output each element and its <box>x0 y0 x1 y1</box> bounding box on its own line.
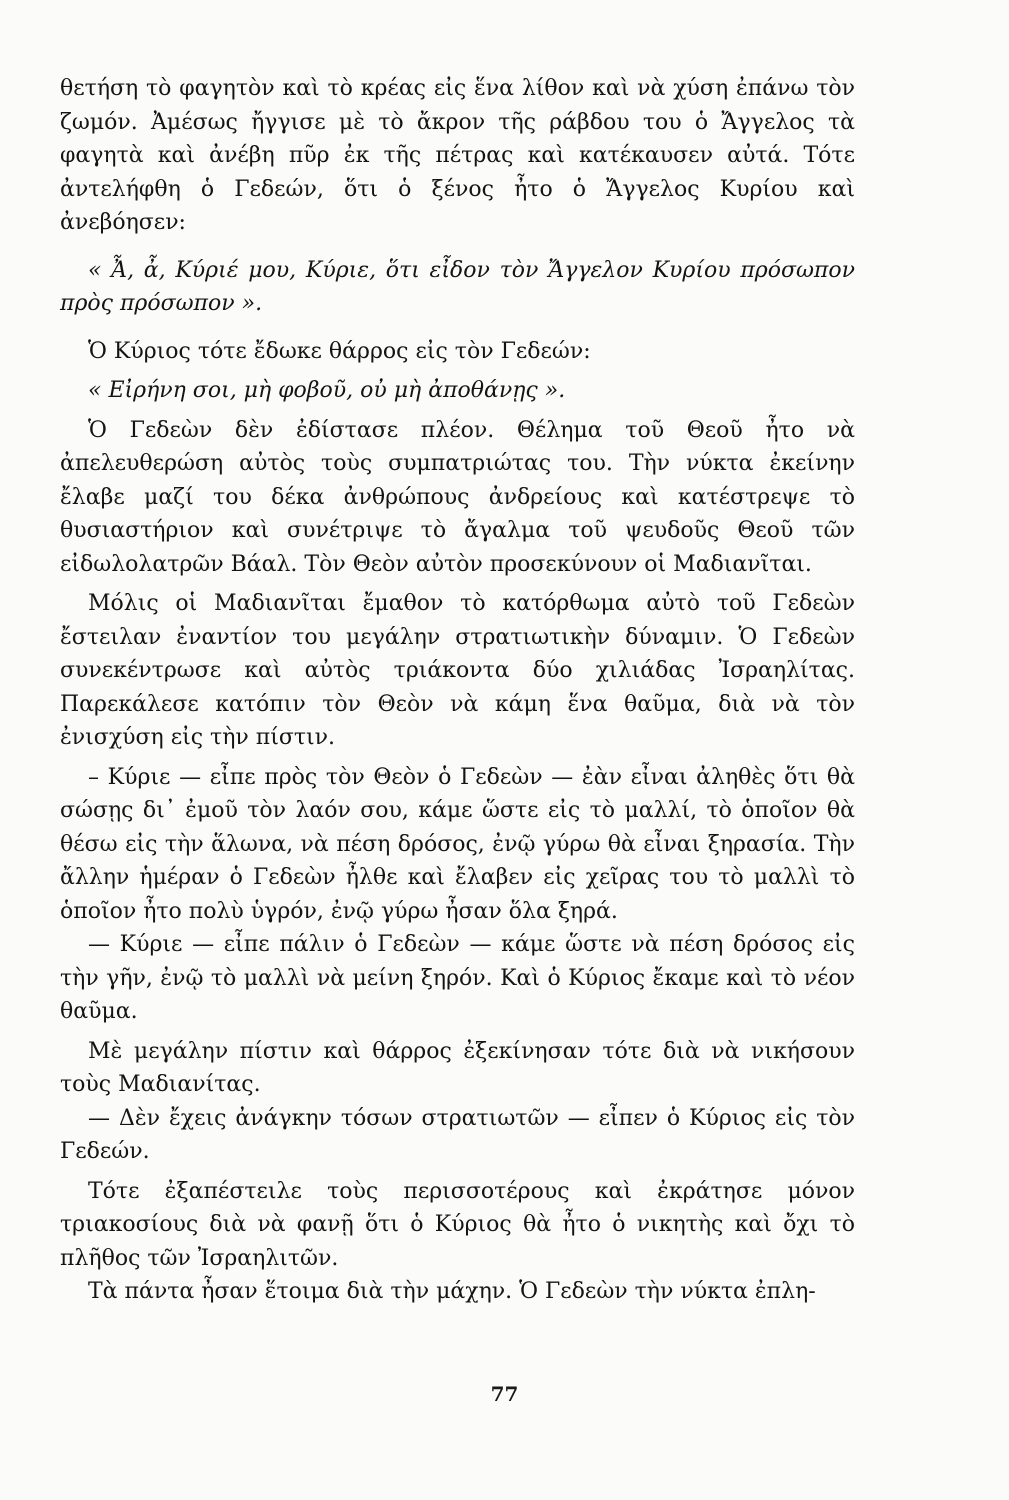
paragraph-5: – Κύριε — εἶπε πρὸς τὸν Θεὸν ὁ Γεδεὼν — ἐὰν εἶναι ἀληθὲς ὅτι θὰ σώσῃς δι᾽ ἐμοῦ τὸν λαόν σου, κάμε ὥστε εἰς τὸ μαλλί, τὸ ὁποῖον θὰ θέσω εἰς τὴν ἅλωνα, νὰ πέση δρόσος, ἐνῷ γύρω θὰ εἶναι ξηρασία. Τὴν ἄλλην ἡμέραν ὁ Γεδεὼν ἦλθε καὶ ἔλαβεν εἰς χεῖρας του τὸ μαλλὶ τὸ ὁποῖον ἦτο πολὺ ὑγρόν, ἐνῷ γύρω ἦσαν ὅλα ξηρά. <box>60 764 855 924</box>
quote-1: « Ἆ, ἆ, Κύριέ μου, Κύριε, ὅτι εἶδον τὸν Ἄγγελον Κυρίου πρόσωπον πρὸς πρόσωπον ». <box>60 257 855 316</box>
paragraph-8: — Δὲν ἔχεις ἀνάγκην τόσων στρατιωτῶν — εἶπεν ὁ Κύριος εἰς τὸν Γεδεών. <box>60 1105 855 1164</box>
paragraph-7: Μὲ μεγάλην πίστιν καὶ θάρρος ἐξεκίνησαν τότε διὰ νὰ νικήσουν τοὺς Μαδιανίτας. <box>60 1038 855 1097</box>
paragraph-10: Τὰ πάντα ἦσαν ἕτοιμα διὰ τὴν μάχην. Ὁ Γεδεὼν τὴν νύκτα ἐπλη- <box>88 1279 816 1304</box>
paragraph-4: Μόλις οἱ Μαδιανῖται ἔμαθον τὸ κατόρθωμα αὐτὸ τοῦ Γεδεὼν ἔστειλαν ἐναντίον του μεγάλην στρατιωτικὴν δύναμιν. Ὁ Γεδεὼν συνεκέντρωσε καὶ αὐτὸς τριάκοντα δύο χιλιάδας Ἰσραηλίτας. Παρεκάλεσε κατόπιν τὸν Θεὸν νὰ κάμη ἕνα θαῦμα, διὰ νὰ τὸν ἐνισχύση εἰς τὴν πίστιν. <box>60 591 855 750</box>
page-number: 77 <box>490 1382 519 1406</box>
paragraph-2: Ὁ Κύριος τότε ἔδωκε θάρρος εἰς τὸν Γεδεών: <box>88 338 591 364</box>
paragraph-9: Τότε ἐξαπέστειλε τοὺς περισσοτέρους καὶ ἐκράτησε μόνον τριακοσίους διὰ νὰ φανῇ ὅτι ὁ Κύριος θὰ ἦτο ὁ νικητὴς καὶ ὄχι τὸ πλῆθος τῶν Ἰσραηλιτῶν. <box>60 1178 855 1271</box>
body-text <box>60 72 855 1309</box>
quote-2: « Εἰρήνη σοι, μὴ φοβοῦ, οὐ μὴ ἀποθάνῃς ». <box>88 378 566 403</box>
paragraph-3: Ὁ Γεδεὼν δὲν ἐδίστασε πλέον. Θέλημα τοῦ Θεοῦ ἦτο νὰ ἀπελευθερώση αὐτὸς τοὺς συμπατριώτας του. Τὴν νύκτα ἐκείνην ἔλαβε μαζί του δέκα ἀνθρώπους ἀνδρείους καὶ κατέστρεψε τὸ θυσιαστήριον καὶ συνέτριψε τὸ ἄγαλμα τοῦ ψευδοῦς Θεοῦ τῶν εἰδωλολατρῶν Βάαλ. Τὸν Θεὸν αὐτὸν προσεκύνουν οἱ Μαδιανῖται. <box>60 417 855 577</box>
paragraph-1: θετήση τὸ φαγητὸν καὶ τὸ κρέας εἰς ἕνα λίθον καὶ νὰ χύση ἐπάνω τὸν ζωμόν. Ἀμέσως ἤγγισε μὲ τὸ ἄκρον τῆς ράβδου του ὁ Ἄγγελος τὰ φαγητὰ καὶ ἀνέβη πῦρ ἐκ τῆς πέτρας καὶ κατέκαυσεν αὐτά. Τότε ἀντελήφθη ὁ Γεδεών, ὅτι ὁ ξένος ἦτο ὁ Ἄγγελος Κυρίου καὶ ἀνεβόησεν: <box>60 76 855 235</box>
paragraph-6: — Κύριε — εἶπε πάλιν ὁ Γεδεὼν — κάμε ὥστε νὰ πέση δρόσος εἰς τὴν γῆν, ἐνῷ τὸ μαλλὶ νὰ μείνη ξηρόν. Καὶ ὁ Κύριος ἔκαμε καὶ τὸ νέον θαῦμα. <box>60 932 855 1024</box>
